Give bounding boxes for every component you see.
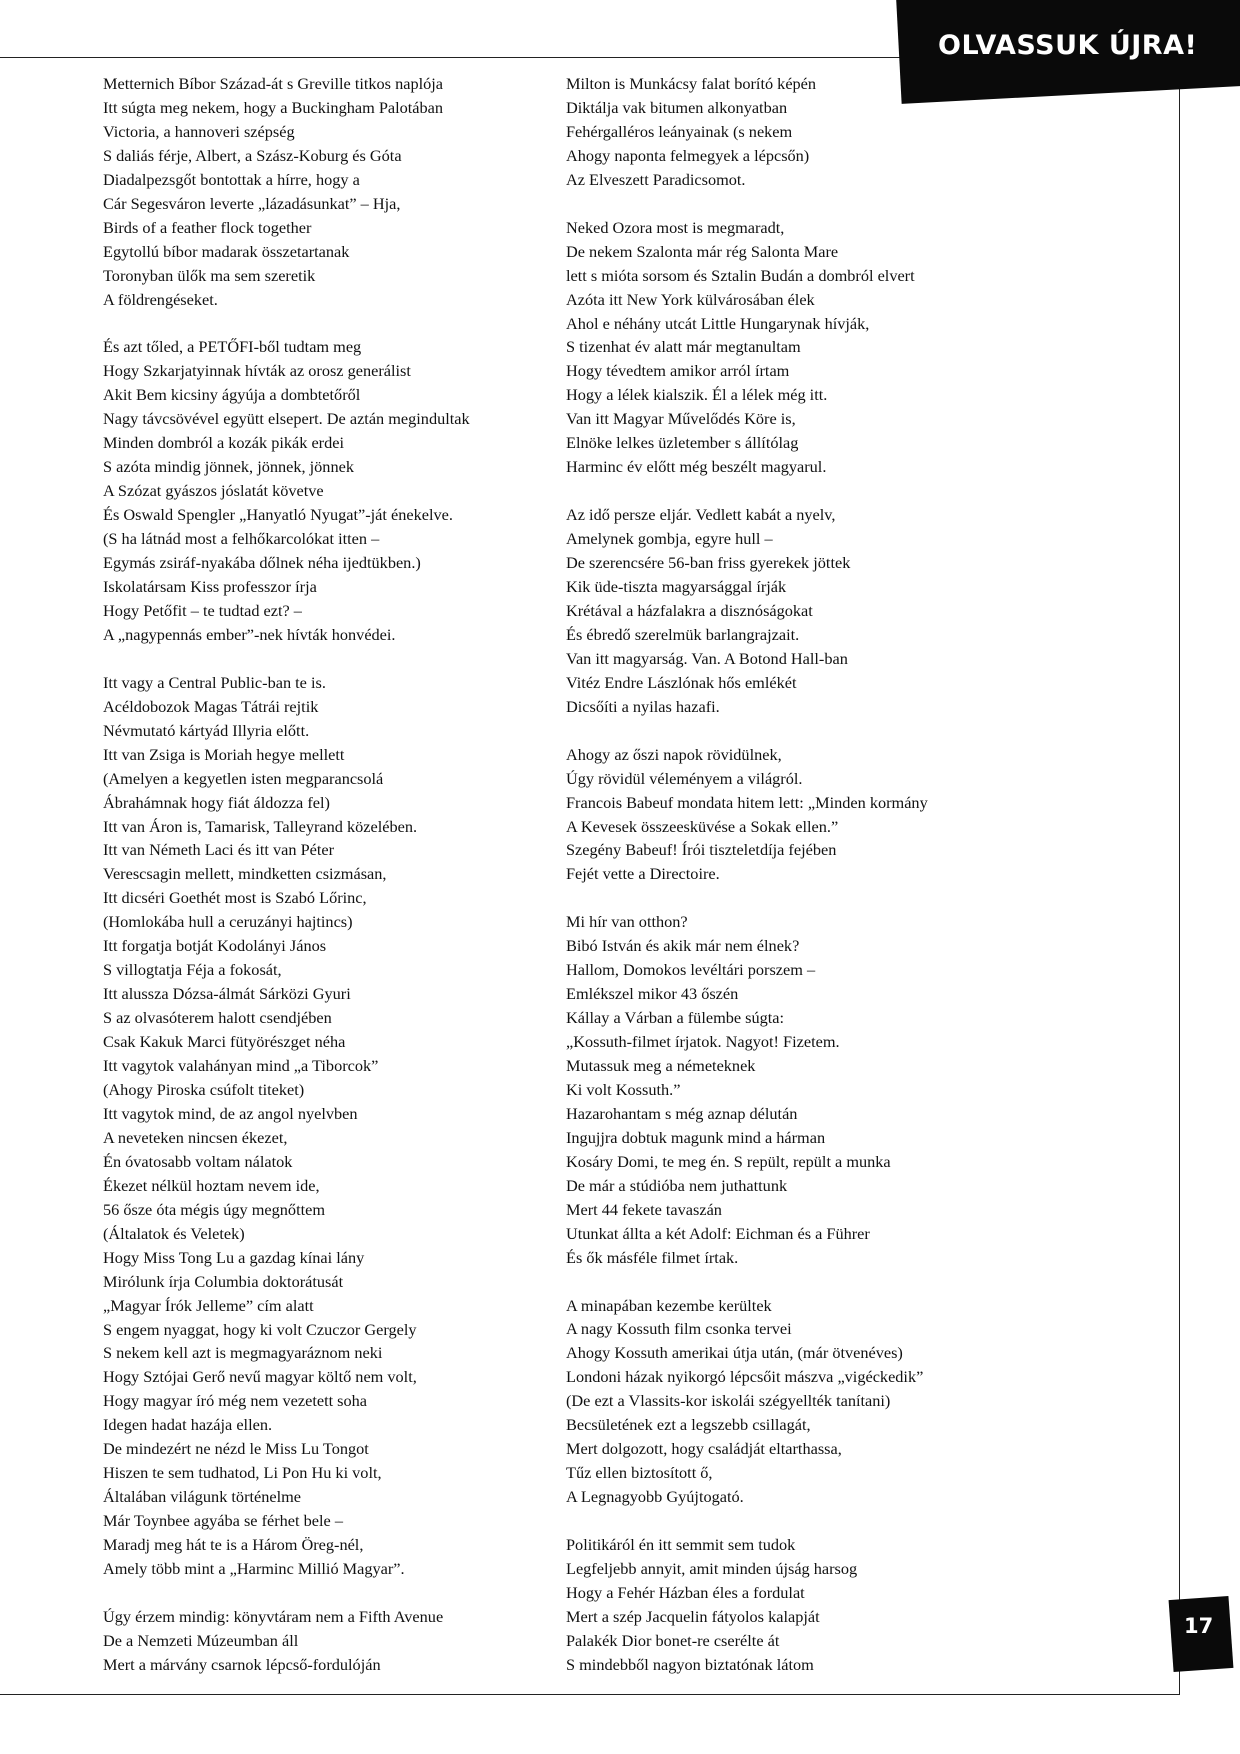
poem-line: Elnöke lelkes üzletember s állítólag xyxy=(566,433,799,453)
poem-line: Kik üde-tiszta magyarsággal írják xyxy=(566,576,787,596)
poem-line: Utunkat állta a két Adolf: Eichman és a Führer xyxy=(566,1223,870,1243)
stanza xyxy=(566,910,986,1269)
poem-line: S daliás férje, Albert, a Szász-Koburg és Góta xyxy=(103,145,402,165)
poem-line: Úgy rövidül véleményem a világról. xyxy=(566,768,803,788)
stanza xyxy=(566,743,986,887)
poem-line: Névmutató kártyád Illyria előtt. xyxy=(103,720,310,740)
poem-line: Fehérgalléros leányainak (s nekem xyxy=(566,121,793,141)
poem-line: S engem nyaggat, hogy ki volt Czuczor Gergely xyxy=(103,1319,417,1339)
poem-line: Hogy Szkarjatyinnak hívták az orosz generálist xyxy=(103,361,411,381)
poem-line: Iskolatársam Kiss professzor írja xyxy=(103,577,317,596)
poem-line: Cár Segesváron leverte „lázadásunkat” – Hja, xyxy=(103,193,401,213)
poem-line: Ékezet nélkül hoztam nevem ide, xyxy=(103,1175,320,1195)
poem-line: Hogy Miss Tong Lu a gazdag kínai lány xyxy=(103,1247,365,1267)
poem-line: Neked Ozora most is megmaradt, xyxy=(566,217,785,237)
poem-line: Vitéz Endre Lászlónak hős emlékét xyxy=(566,672,797,692)
section-title: OLVASSUK ÚJRA! xyxy=(938,30,1198,61)
poem-line: Ahogy az őszi napok rövidülnek, xyxy=(566,744,782,764)
poem-line: „Magyar Írók Jelleme” cím alatt xyxy=(103,1295,314,1315)
poem-line: Azóta itt New York külvárosában élek xyxy=(566,289,815,309)
poem-line: Van itt Magyar Művelődés Köre is, xyxy=(566,409,796,429)
poem-line: És ébredő szerelmük barlangrajzait. xyxy=(566,624,800,644)
stanza xyxy=(566,1533,986,1677)
poem-line: S nekem kell azt is megmagyaráznom neki xyxy=(103,1343,383,1363)
poem-line: És azt tőled, a PETŐFI-ből tudtam meg xyxy=(103,337,362,357)
poem-line: Nagy távcsövével együtt elsepert. De aztán megindultak xyxy=(103,409,470,429)
poem-line: Én óvatosabb voltam nálatok xyxy=(103,1151,293,1171)
poem-column-right xyxy=(566,72,986,1701)
poem-line: Verescsagin mellett, mindketten csizmásan, xyxy=(103,864,387,884)
poem-line: Általában világunk történelme xyxy=(103,1487,302,1507)
top-border-line xyxy=(0,57,905,58)
poem-line: Itt vagy a Central Public-ban te is. xyxy=(103,672,326,692)
poem-line: Itt vagytok mind, de az angol nyelvben xyxy=(103,1103,358,1123)
poem-line: Birds of a feather flock together xyxy=(103,217,312,237)
poem-line: De mindezért ne nézd le Miss Lu Tongot xyxy=(103,1439,369,1459)
poem-line: Victoria, a hannoveri szépség xyxy=(103,121,295,141)
poem-line: Csak Kakuk Marci fütyörészget néha xyxy=(103,1032,346,1052)
poem-line: Londoni házak nyikorgó lépcsőit mászva „vigéckedik” xyxy=(566,1367,924,1387)
poem-line: 56 ősze óta mégis úgy megnőttem xyxy=(103,1199,326,1219)
poem-line: Minden dombról a kozák pikák erdei xyxy=(103,433,344,453)
poem-line: Mert dolgozott, hogy családját eltarthassa, xyxy=(566,1439,842,1459)
poem-line: (Homlokába hull a ceruzányi hajtincs) xyxy=(103,912,353,932)
poem-line: Hiszen te sem tudhatod, Li Pon Hu ki volt, xyxy=(103,1463,382,1483)
stanza xyxy=(103,72,563,312)
poem-line: S villogtatja Féja a fokosát, xyxy=(103,960,282,980)
poem-line: Úgy érzem mindig: könyvtáram nem a Fifth Avenue xyxy=(103,1606,444,1626)
poem-line: A „nagypennás ember”-nek hívták honvédei. xyxy=(103,624,396,644)
poem-line: Ingujjra dobtuk magunk mind a hárman xyxy=(566,1127,826,1147)
poem-line: A Szózat gyászos jóslatát követve xyxy=(103,481,324,501)
page-number: 17 xyxy=(1184,1614,1214,1638)
poem-line: Itt forgatja botját Kodolányi János xyxy=(103,936,327,956)
poem-line: De szerencsére 56-ban friss gyerekek jöttek xyxy=(566,553,851,573)
poem-line: Itt van Áron is, Tamarisk, Talleyrand közelében. xyxy=(103,816,418,836)
poem-line: De a Nemzeti Múzeumban áll xyxy=(103,1630,299,1650)
poem-line: A nagy Kossuth film csonka tervei xyxy=(566,1319,792,1339)
poem-line: Amely több mint a „Harminc Millió Magyar”. xyxy=(103,1559,405,1579)
poem-line: Itt vagytok valahányan mind „a Tiborcok” xyxy=(103,1056,379,1076)
poem-line: Hogy Sztójai Gerő nevű magyar költő nem volt, xyxy=(103,1367,417,1387)
stanza xyxy=(103,1605,563,1677)
poem-line: Egytollú bíbor madarak összetartanak xyxy=(103,241,350,261)
poem-line: Kosáry Domi, te meg én. S repült, repült a munka xyxy=(566,1151,891,1171)
poem-line: Az idő persze eljár. Vedlett kabát a nyelv, xyxy=(566,505,836,525)
poem-line: A Kevesek összeesküvése a Sokak ellen.” xyxy=(566,816,839,836)
poem-line: Ahol e néhány utcát Little Hungarynak hívják, xyxy=(566,313,870,333)
poem-line: Az Elveszett Paradicsomot. xyxy=(566,169,746,189)
poem-line: Hogy a lélek kialszik. Él a lélek még itt. xyxy=(566,385,828,405)
poem-line: Idegen hadat hazája ellen. xyxy=(103,1415,273,1435)
poem-line: Egymás zsiráf-nyakába dőlnek néha ijedtükben.) xyxy=(103,553,421,573)
poem-line: Dicsőíti a nyilas hazafi. xyxy=(566,696,720,716)
stanza xyxy=(566,503,986,719)
poem-line: lett s mióta sorsom és Sztalin Budán a dombról elvert xyxy=(566,265,915,285)
poem-line: Itt van Zsiga is Moriah hegye mellett xyxy=(103,744,345,764)
poem-line: A földrengéseket. xyxy=(103,289,218,309)
poem-line: Ahogy naponta felmegyek a lépcsőn) xyxy=(566,145,810,165)
poem-line: Mutassuk meg a németeknek xyxy=(566,1056,756,1076)
stanza xyxy=(103,671,563,1581)
poem-line: Kállay a Várban a fülembe súgta: xyxy=(566,1008,785,1028)
poem-line: (Általatok és Veletek) xyxy=(103,1223,245,1243)
poem-line: (De ezt a Vlassits-kor iskolái szégyellték tanítani) xyxy=(566,1391,891,1411)
poem-line: A Legnagyobb Gyújtogató. xyxy=(566,1487,744,1507)
poem-line: S az olvasóterem halott csendjében xyxy=(103,1008,332,1028)
poem-line: Politikáról én itt semmit sem tudok xyxy=(566,1535,796,1555)
poem-line: És ők másféle filmet írtak. xyxy=(566,1247,739,1267)
poem-line: (Ahogy Piroska csúfolt titeket) xyxy=(103,1080,305,1099)
poem-line: Akit Bem kicsiny ágyúja a dombtetőről xyxy=(103,385,361,405)
right-border-line xyxy=(1179,80,1180,1695)
poem-line: Metternich Bíbor Század-át s Greville titkos naplója xyxy=(103,74,443,93)
poem-line: Ábrahámnak hogy fiát áldozza fel) xyxy=(103,792,330,812)
poem-line: Itt súgta meg nekem, hogy a Buckingham Palotában xyxy=(103,97,444,117)
poem-line: Amelynek gombja, egyre hull – xyxy=(566,529,773,549)
poem-line: Diktálja vak bitumen alkonyatban xyxy=(566,97,788,117)
poem-line: Mert a szép Jacquelin fátyolos kalapját xyxy=(566,1606,820,1626)
poem-line: Ki volt Kossuth.” xyxy=(566,1079,681,1099)
poem-line: Itt dicséri Goethét most is Szabó Lőrinc, xyxy=(103,888,367,908)
stanza xyxy=(566,216,986,479)
poem-line: Hogy tévedtem amikor arról írtam xyxy=(566,361,790,381)
poem-line: Hogy Petőfit – te tudtad ezt? – xyxy=(103,600,302,620)
poem-line: Hazarohantam s még aznap délután xyxy=(566,1103,798,1123)
poem-line: Maradj meg hát te is a Három Öreg-nél, xyxy=(103,1535,364,1555)
poem-line: A minapában kezembe kerültek xyxy=(566,1295,772,1315)
poem-line: Mert a márvány csarnok lépcső-fordulóján xyxy=(103,1654,381,1674)
poem-line: Toronyban ülők ma sem szeretik xyxy=(103,265,316,285)
poem-line: (S ha látnád most a felhőkarcolókat itten – xyxy=(103,529,380,549)
poem-column-left xyxy=(103,72,563,1701)
poem-line: De nekem Szalonta már rég Salonta Mare xyxy=(566,241,839,261)
poem-line: Itt alussza Dózsa-álmát Sárközi Gyuri xyxy=(103,984,351,1004)
poem-line: De már a stúdióba nem juthattunk xyxy=(566,1175,788,1195)
poem-line: Szegény Babeuf! Írói tiszteletdíja fejében xyxy=(566,840,837,860)
poem-line: Diadalpezsgőt bontottak a hírre, hogy a xyxy=(103,169,360,189)
poem-line: A neveteken nincsen ékezet, xyxy=(103,1127,288,1147)
poem-line: Van itt magyarság. Van. A Botond Hall-ban xyxy=(566,648,848,668)
poem-line: Harminc év előtt még beszélt magyarul. xyxy=(566,457,827,477)
poem-line: Becsületének ezt a legszebb csillagát, xyxy=(566,1415,811,1435)
poem-line: „Kossuth-filmet írjatok. Nagyot! Fizetem. xyxy=(566,1032,840,1052)
poem-line: (Amelyen a kegyetlen isten megparancsolá xyxy=(103,768,384,788)
poem-line: Francois Babeuf mondata hitem lett: „Minden kormány xyxy=(566,792,928,812)
poem-line: Már Toynbee agyába se férhet bele – xyxy=(103,1511,343,1531)
poem-line: Krétával a házfalakra a disznóságokat xyxy=(566,600,813,620)
poem-line: Mi hír van otthon? xyxy=(566,912,688,932)
stanza xyxy=(103,335,563,646)
poem-line: Emlékszel mikor 43 őszén xyxy=(566,984,739,1004)
poem-line: Acéldobozok Magas Tátrái rejtik xyxy=(103,696,319,716)
poem-line: Legfeljebb annyit, amit minden újság harsog xyxy=(566,1559,858,1578)
poem-line: És Oswald Spengler „Hanyatló Nyugat”-ját énekelve. xyxy=(103,505,453,525)
poem-line: Milton is Munkácsy falat borító képén xyxy=(566,74,817,93)
stanza xyxy=(566,72,986,192)
poem-line: Palakék Dior bonet-re cserélte át xyxy=(566,1630,780,1650)
poem-line: S azóta mindig jönnek, jönnek, jönnek xyxy=(103,457,354,477)
poem-line: S tizenhat év alatt már megtanultam xyxy=(566,337,801,357)
poem-line: Hogy magyar író még nem vezetett soha xyxy=(103,1391,368,1411)
poem-line: S mindebből nagyon biztatónak látom xyxy=(566,1654,814,1674)
poem-line: Hallom, Domokos levéltári porszem – xyxy=(566,960,816,980)
poem-line: Mert 44 fekete tavaszán xyxy=(566,1199,722,1219)
poem-line: Ahogy Kossuth amerikai útja után, (már ötvenéves) xyxy=(566,1343,903,1363)
stanza xyxy=(566,1294,986,1510)
poem-line: Hogy a Fehér Házban éles a fordulat xyxy=(566,1582,805,1602)
poem-line: Itt van Németh Laci és itt van Péter xyxy=(103,840,335,860)
poem-line: Fejét vette a Directoire. xyxy=(566,864,720,884)
poem-line: Tűz ellen biztosított ő, xyxy=(566,1463,713,1483)
poem-line: Mirólunk írja Columbia doktorátusát xyxy=(103,1271,344,1291)
poem-line: Bibó István és akik már nem élnek? xyxy=(566,936,800,956)
